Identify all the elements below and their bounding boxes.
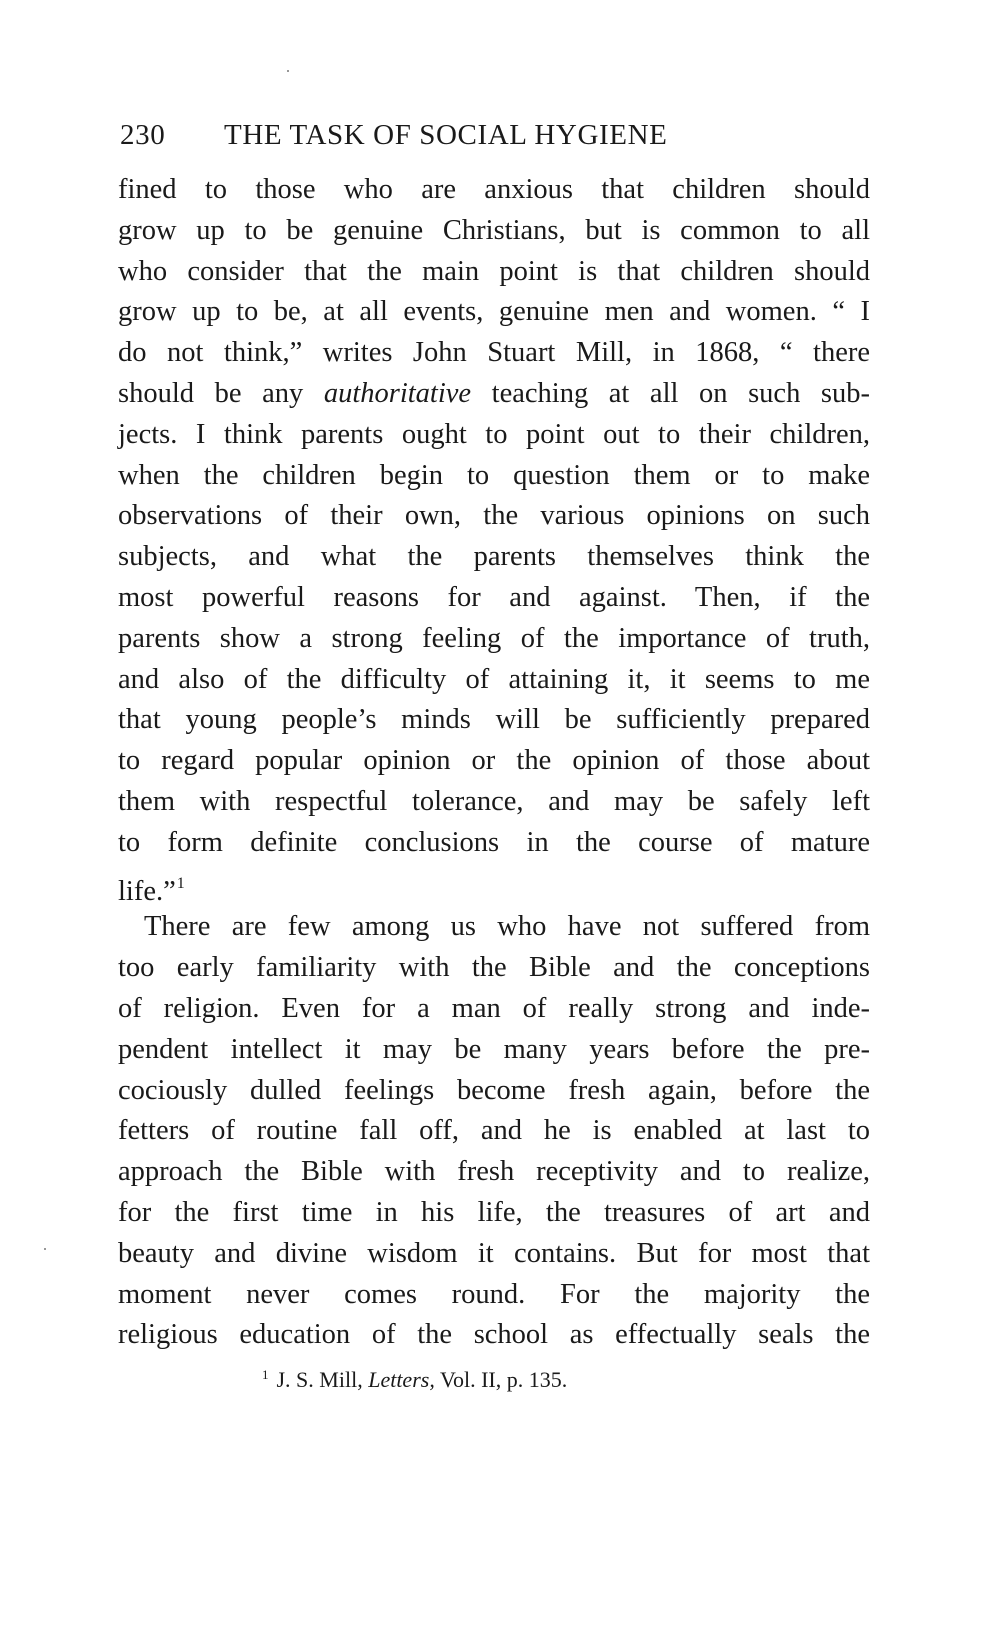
text-line: too early familiarity with the Bible and the conceptions <box>118 952 870 984</box>
running-head <box>120 114 900 156</box>
text-line: to regard popular opinion or the opinion of those about <box>118 745 870 777</box>
text-line: for the first time in his life, the treasures of art and <box>118 1196 870 1228</box>
text-segment: life.” <box>118 875 176 907</box>
text-line: grow up to be, at all events, genuine men and women. “ I <box>118 296 870 328</box>
text-line: approach the Bible with fresh receptivity and to realize, <box>118 1156 870 1188</box>
footnote-citation: Vol. II, p. 135. <box>439 1367 568 1392</box>
body-text <box>118 170 870 1356</box>
footnote-mark: 1 <box>262 1367 269 1382</box>
footnote-author: J. S. Mill, <box>276 1367 363 1392</box>
footnote <box>262 1360 567 1395</box>
text-line: them with respectful tolerance, and may be safely left <box>118 785 870 817</box>
text-line: when the children begin to question them or to make <box>118 459 870 491</box>
page-number: 230 <box>120 119 166 151</box>
text-line: jects. I think parents ought to point out to their children, <box>118 418 870 450</box>
paper-speck <box>44 1248 46 1250</box>
text-line: moment never comes round. For the majority the <box>118 1278 870 1310</box>
text-line: who consider that the main point is that children should <box>118 255 870 287</box>
text-line-with-italic <box>118 374 870 415</box>
text-line: religious education of the school as effectually seals the <box>118 1319 870 1351</box>
text-line: There are few among us who have not suffered from <box>144 911 870 943</box>
text-line: fined to those who are anxious that children should <box>118 174 870 205</box>
text-line: that young people’s minds will be sufficiently prepared <box>118 704 870 736</box>
paper-speck <box>287 70 289 72</box>
text-line: observations of their own, the various opinions on such <box>118 500 870 532</box>
text-line: do not think,” writes John Stuart Mill, in 1868, “ there <box>118 337 870 369</box>
text-line: parents show a strong feeling of the importance of truth, <box>118 622 870 654</box>
text-line: cociously dulled feelings become fresh again, before the <box>118 1074 870 1106</box>
paragraph-1 <box>118 170 871 907</box>
text-segment: should be any <box>118 377 304 409</box>
italic-word: authoritative <box>323 377 472 409</box>
paragraph-2 <box>118 907 870 1356</box>
book-title: THE TASK OF SOCIAL HYGIENE <box>224 119 668 151</box>
text-line: grow up to be genuine Christians, but is common to all <box>118 214 870 246</box>
text-line: subjects, and what the parents themselves think the <box>118 541 870 573</box>
footnote-reference[interactable]: 1 <box>176 874 185 892</box>
text-line-last <box>118 864 870 905</box>
text-line: most powerful reasons for and against. Then, if the <box>118 581 870 613</box>
text-line: fetters of routine fall off, and he is enabled at last to <box>118 1115 870 1147</box>
text-segment: teaching at all on such sub- <box>491 377 871 409</box>
text-line: to form definite conclusions in the course of mature <box>118 826 870 858</box>
footnote-work: Letters, <box>368 1367 435 1392</box>
text-line: of religion. Even for a man of really strong and inde- <box>118 992 870 1024</box>
text-line: pendent intellect it may be many years before the pre- <box>118 1033 870 1065</box>
text-line: beauty and divine wisdom it contains. But for most that <box>118 1237 870 1269</box>
text-line: and also of the difficulty of attaining it, it seems to me <box>118 663 870 695</box>
